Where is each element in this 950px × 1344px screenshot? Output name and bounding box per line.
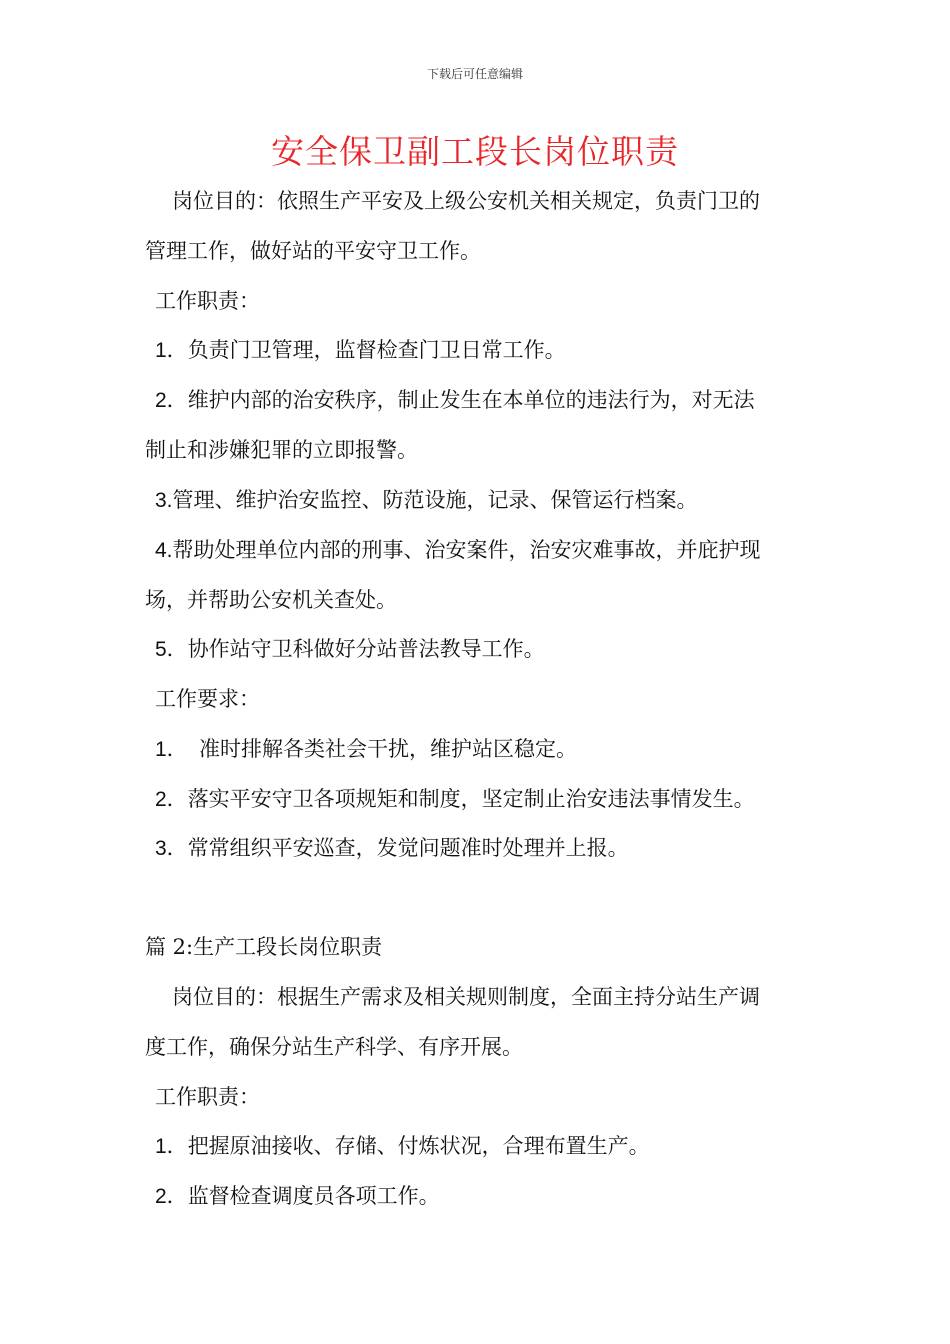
s1-requirement-3-text: 常常组织平安巡查，发觉问题准时处理并上报。: [187, 836, 629, 860]
s1-duty-2-number: 2．: [155, 389, 188, 412]
s1-duty-item-5: [155, 635, 545, 664]
s1-duty-2-text: 维护内部的治安秩序，制止发生在本单位的违法行为，对无法: [187, 388, 755, 412]
s1-requirement-item-2: [155, 785, 755, 814]
s1-duty-item-1: [155, 336, 566, 365]
s1-purpose-line1: 岗位目的：依照生产平安及上级公安机关相关规定，负责门卫的: [172, 189, 760, 213]
s1-duty-4-number: 4.: [155, 539, 173, 562]
s1-requirement-2-text: 落实平安守卫各项规矩和制度，坚定制止治安违法事情发生。: [187, 787, 755, 811]
s1-duty-1-text: 负责门卫管理，监督检查门卫日常工作。: [187, 338, 566, 362]
s1-duty-4-text: 帮助处理单位内部的刑事、治安案件，治安灾难事故，并庇护现: [172, 538, 761, 562]
s1-requirement-item-1: [155, 735, 577, 764]
s1-duty-item-3: [155, 486, 698, 515]
s1-requirements-heading: 工作要求：: [155, 687, 260, 711]
s2-heading: 篇 2:生产工段长岗位职责: [145, 935, 383, 959]
s2-duty-item-2: [155, 1182, 440, 1211]
s1-duty-2-continuation: 制止和涉嫌犯罪的立即报警。: [145, 438, 418, 462]
page-header-note: 下载后可任意编辑: [426, 67, 523, 81]
s1-requirement-1-number: 1．: [155, 738, 188, 761]
s2-duty-1-number: 1．: [155, 1135, 188, 1158]
s1-duty-5-text: 协作站守卫科做好分站普法教导工作。: [187, 637, 545, 661]
s1-duties-heading: 工作职责：: [155, 289, 260, 313]
s2-duty-2-number: 2．: [155, 1185, 188, 1208]
s2-purpose-line2: 度工作，确保分站生产科学、有序开展。: [145, 1035, 523, 1059]
s1-duty-4-continuation: 场，并帮助公安机关查处。: [145, 588, 397, 612]
s1-duty-3-text: 管理、维护治安监控、防范设施，记录、保管运行档案。: [172, 488, 698, 512]
s1-duty-3-number: 3.: [155, 489, 173, 512]
s1-purpose-line2: 管理工作，做好站的平安守卫工作。: [145, 239, 481, 263]
s1-requirement-2-number: 2．: [155, 788, 188, 811]
s2-duty-item-1: [155, 1132, 650, 1161]
s1-duty-item-2: [155, 386, 755, 415]
document-title: 安全保卫副工段长岗位职责: [271, 132, 679, 171]
s2-duty-1-text: 把握原油接收、存储、付炼状况，合理布置生产。: [187, 1134, 650, 1158]
s1-requirement-3-number: 3．: [155, 837, 188, 860]
s1-duty-5-number: 5．: [155, 638, 188, 661]
s2-duties-heading: 工作职责：: [155, 1085, 260, 1109]
s1-duty-1-number: 1．: [155, 339, 188, 362]
s2-purpose-line1: 岗位目的：根据生产需求及相关规则制度，全面主持分站生产调: [172, 985, 760, 1009]
s1-requirement-1-text: 准时排解各类社会干扰，维护站区稳定。: [199, 737, 577, 761]
s1-duty-item-4: [155, 536, 761, 565]
s1-requirement-item-3: [155, 834, 629, 863]
s2-duty-2-text: 监督检查调度员各项工作。: [187, 1184, 440, 1208]
